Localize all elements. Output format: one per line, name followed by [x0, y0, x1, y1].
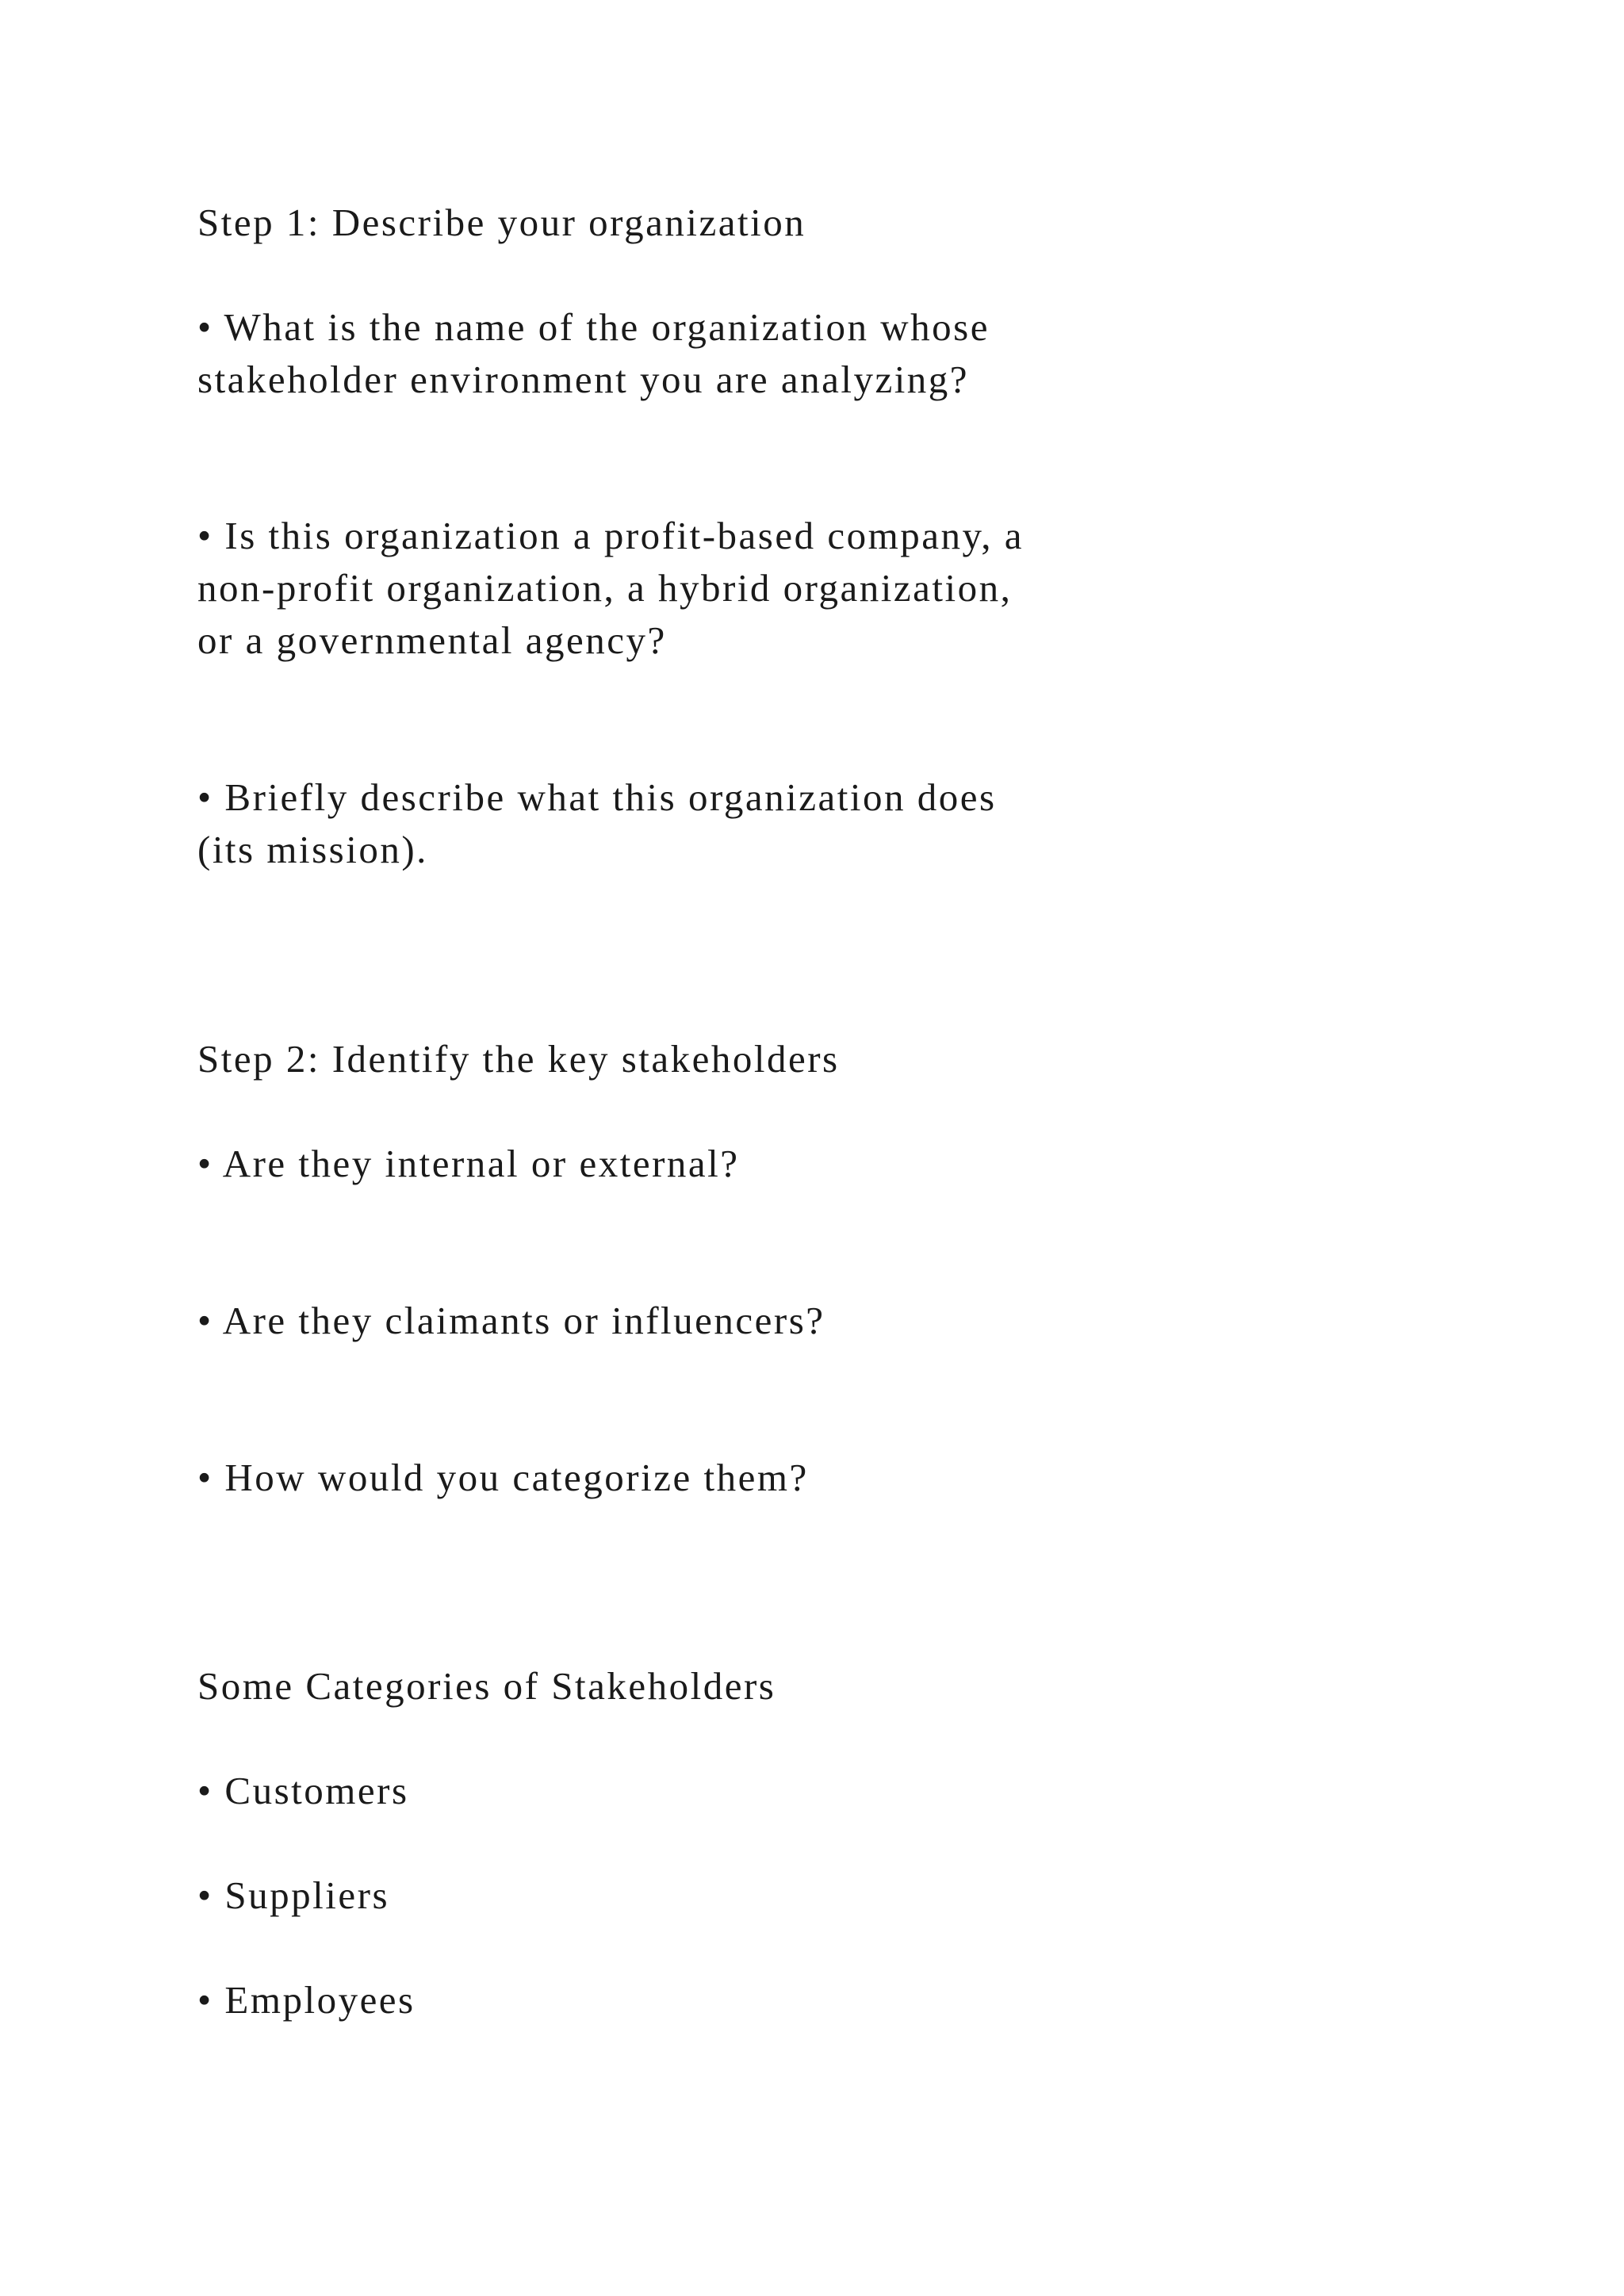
category-item-suppliers: • Suppliers	[197, 1873, 390, 1917]
category-item-employees: • Employees	[197, 1978, 416, 2022]
text-line: stakeholder environment you are analyzing?	[197, 358, 970, 401]
step1-question-mission	[197, 771, 997, 876]
text-line: (its mission).	[197, 828, 428, 871]
step2-question-categorize: • How would you categorize them?	[197, 1456, 809, 1499]
step1-question-org-type	[197, 510, 1024, 667]
step1-question-org-name	[197, 301, 990, 406]
step2-question-internal-external: • Are they internal or external?	[197, 1142, 740, 1185]
text-line: • Briefly describe what this organization does	[197, 775, 997, 819]
step2-question-claimants-influencers: • Are they claimants or influencers?	[197, 1299, 825, 1342]
text-line: • Is this organization a profit-based company, a	[197, 514, 1025, 557]
categories-heading: Some Categories of Stakeholders	[197, 1664, 776, 1708]
text-line: or a governmental agency?	[197, 618, 667, 662]
step2-heading: Step 2: Identify the key stakeholders	[197, 1037, 840, 1081]
step1-heading: Step 1: Describe your organization	[197, 201, 806, 244]
text-line: • What is the name of the organization whose	[197, 305, 990, 349]
text-line: non-profit organization, a hybrid organization,	[197, 566, 1013, 610]
category-item-customers: • Customers	[197, 1769, 409, 1812]
